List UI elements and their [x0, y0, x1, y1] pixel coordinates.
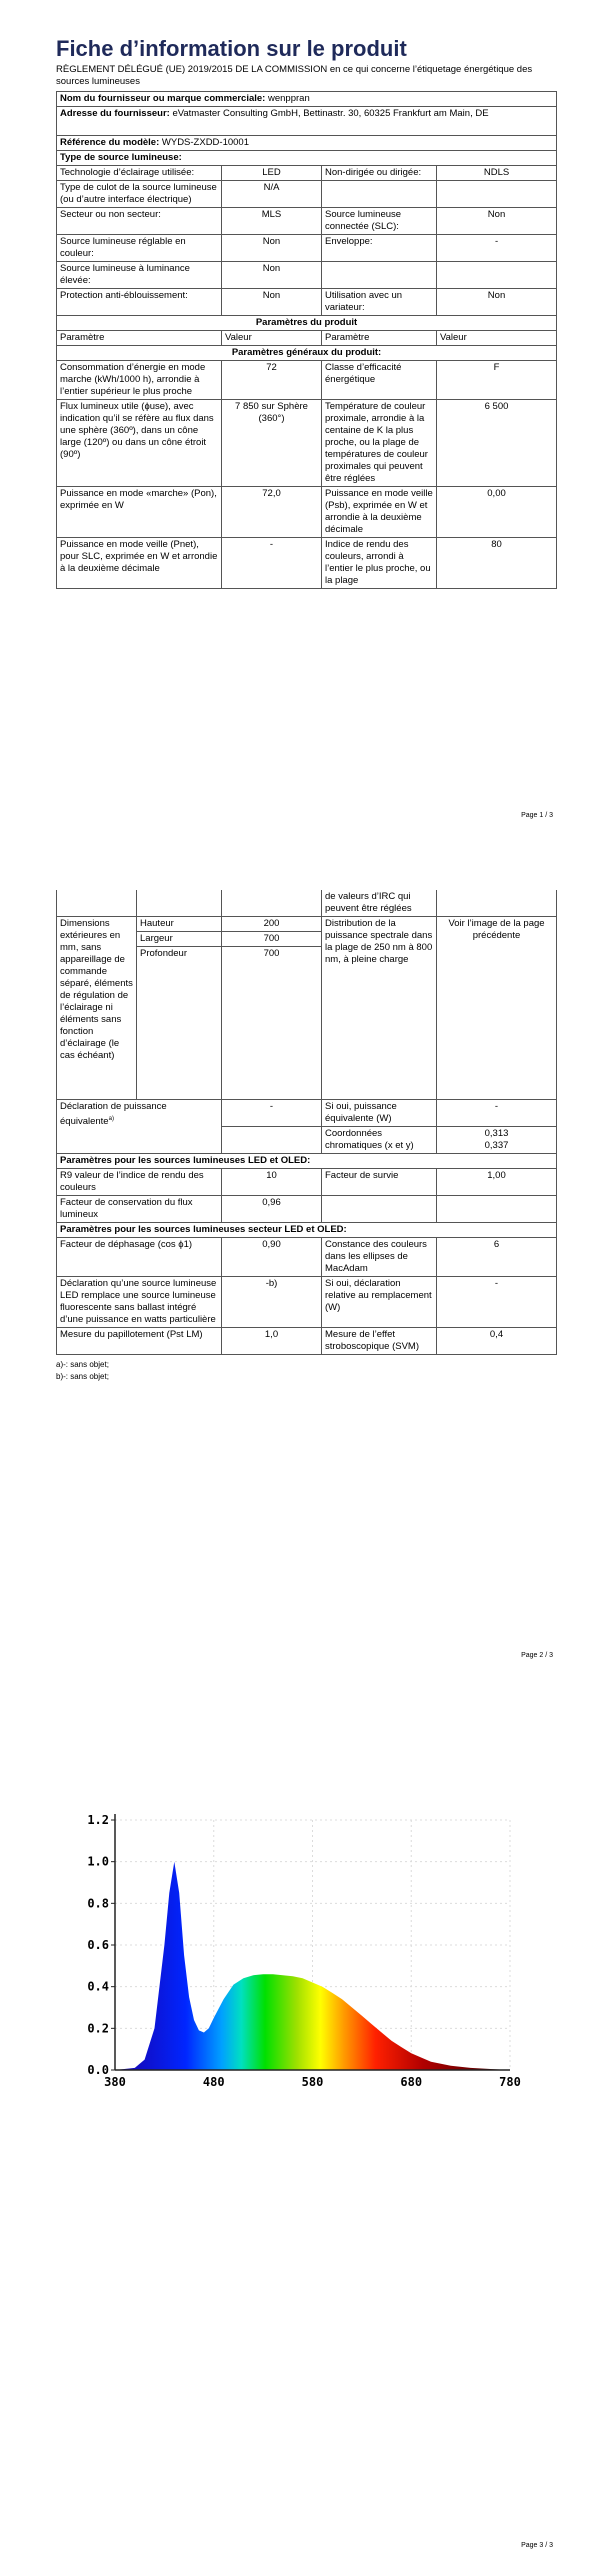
param-label: Puissance en mode veille (Psb), exprimée en W et arrondie à la deuxième décimale [322, 487, 437, 538]
table-row [57, 289, 557, 316]
param-label: Non-dirigée ou dirigée: [322, 166, 437, 181]
page-3 [0, 1720, 603, 2560]
table-row [57, 181, 557, 208]
param-label: Enveloppe: [322, 235, 437, 262]
page-1 [0, 0, 603, 830]
param-label: Si oui, déclaration relative au remplacement (W) [322, 1277, 437, 1328]
param-label: Déclaration qu’une source lumineuse LED remplace une source lumineuse fluorescente sans ballast intégré d’une puissance en watts particulière [57, 1277, 222, 1328]
param-value: 6 [437, 1238, 557, 1277]
param-value [437, 262, 557, 289]
footnote-b: b)-: sans objet; [56, 1372, 109, 1381]
param-label: Source lumineuse à luminance élevée: [57, 262, 222, 289]
dim-label: Largeur [137, 932, 222, 947]
param-value: 0,96 [222, 1196, 322, 1223]
param-value: 7 850 sur Sphère (360°) [222, 400, 322, 487]
param-value: 1,0 [222, 1328, 322, 1355]
param-value: -b) [222, 1277, 322, 1328]
info-table [56, 91, 557, 589]
y-tick-label: 0.4 [87, 1979, 109, 1994]
supplier-value: wenppran [268, 93, 310, 104]
if-yes-power-label: Si oui, puissance équivalente (W) [322, 1100, 437, 1127]
spectral-label: Distribution de la puissance spectrale dans la plage de 250 nm à 800 nm, à pleine charge [322, 917, 437, 1100]
y-tick-label: 0.0 [87, 2063, 109, 2077]
param-value: 1,00 [437, 1169, 557, 1196]
param-value: Non [222, 262, 322, 289]
param-value: MLS [222, 208, 322, 235]
param-label: Mesure de l’effet stroboscopique (SVM) [322, 1328, 437, 1355]
page-number: Page 3 / 3 [521, 2542, 553, 2549]
param-value: Non [437, 289, 557, 316]
address-value: eVatmaster Consulting GmbH, Bettinastr. 30, 60325 Frankfurt am Main, DE [172, 108, 489, 119]
model-label: Référence du modèle: [60, 137, 160, 148]
table-row [57, 487, 557, 538]
x-tick-label: 780 [499, 2075, 521, 2089]
param-label: Source lumineuse réglable en couleur: [57, 235, 222, 262]
table-row [57, 166, 557, 181]
product-sheet-continued [56, 890, 556, 1383]
footnote-ref: a) [108, 1116, 114, 1122]
if-yes-power-value: - [437, 1100, 557, 1127]
param-value: 0,90 [222, 1238, 322, 1277]
table-row [57, 538, 557, 589]
dimensions-label: Dimensions extérieures en mm, sans appareillage de commande séparé, éléments de régulation de l’éclairage ni éléments sans fonction d’éclairage (le cas échéant) [57, 917, 137, 1100]
param-value: 10 [222, 1169, 322, 1196]
regulation-text: RÈGLEMENT DÉLÉGUÉ (UE) 2019/2015 DE LA COMMISSION en ce qui concerne l’étiquetage énergétique des sources lumineuses [56, 64, 533, 87]
param-label: Source lumineuse connectée (SLC): [322, 208, 437, 235]
param-label: Utilisation avec un variateur: [322, 289, 437, 316]
page-title: Fiche d’information sur le produit [56, 36, 407, 61]
y-tick-label: 1.0 [87, 1854, 109, 1869]
param-label: Classe d’efficacité énergétique [322, 361, 437, 400]
param-label: Facteur de survie [322, 1169, 437, 1196]
equiv-power-value: - [222, 1100, 322, 1127]
param-value: 72,0 [222, 487, 322, 538]
led-oled-header: Paramètres pour les sources lumineuses LED et OLED: [57, 1154, 557, 1169]
param-label: Technologie d’éclairage utilisée: [57, 166, 222, 181]
param-label: Type de culot de la source lumineuse (ou d’autre interface électrique) [57, 181, 222, 208]
param-label: Constance des couleurs dans les ellipses de MacAdam [322, 1238, 437, 1277]
product-sheet [56, 36, 556, 589]
table-row [57, 361, 557, 400]
param-label [322, 181, 437, 208]
param-label: Flux lumineux utile (ɸuse), avec indication qu’il se réfère au flux dans une sphère (360º), dans un cône large (120º) ou dans un cône étroit (90º) [57, 400, 222, 487]
param-label: Puissance en mode «marche» (Pon), exprimée en W [57, 487, 222, 538]
table-row [57, 262, 557, 289]
table-row [57, 235, 557, 262]
y-tick-label: 0.6 [87, 1938, 109, 1952]
dim-label: Profondeur [137, 947, 222, 1100]
y-tick-label: 0.2 [87, 2021, 109, 2036]
param-value: 80 [437, 538, 557, 589]
y-tick-label: 1.2 [87, 1813, 109, 1827]
spectrum-chart [0, 1750, 603, 2170]
chroma-y: 0,337 [484, 1140, 509, 1151]
param-label: Facteur de conservation du flux lumineux [57, 1196, 222, 1223]
table-row [57, 208, 557, 235]
param-value: N/A [222, 181, 322, 208]
footnote-a: a)-: sans objet; [56, 1360, 109, 1369]
page-2 [0, 890, 603, 1670]
param-label [322, 262, 437, 289]
source-type-header: Type de source lumineuse: [57, 151, 557, 166]
param-label: Facteur de déphasage (cos ϕ1) [57, 1238, 222, 1277]
supplier-label: Nom du fournisseur ou marque commerciale: [60, 93, 266, 104]
param-value [437, 181, 557, 208]
param-label: Secteur ou non secteur: [57, 208, 222, 235]
param-label: R9 valeur de l’indice de rendu des couleurs [57, 1169, 222, 1196]
chroma-x: 0,313 [484, 1128, 509, 1139]
dim-value: 700 [222, 932, 322, 947]
col-header: Valeur [222, 331, 322, 346]
x-tick-label: 680 [400, 2075, 423, 2089]
param-value: Non [222, 289, 322, 316]
param-label: Température de couleur proximale, arrondie à la centaine de K la plus proche, ou la plage de températures de couleur proximales qui peuvent être réglées [322, 400, 437, 487]
param-value: - [437, 1277, 557, 1328]
chroma-label: Coordonnées chromatiques (x et y) [322, 1127, 437, 1154]
param-label: Protection anti-éblouissement: [57, 289, 222, 316]
spectral-value: Voir l’image de la page précédente [437, 917, 557, 1100]
page-number: Page 1 / 3 [521, 812, 553, 819]
param-value: LED [222, 166, 322, 181]
x-tick-label: 380 [104, 2075, 126, 2089]
param-value: - [222, 538, 322, 589]
x-tick-label: 480 [202, 2075, 225, 2089]
general-params-header: Paramètres généraux du produit: [57, 346, 557, 361]
equiv-power-label: Déclaration de puissance équivalente [60, 1101, 167, 1128]
param-label: Indice de rendu des couleurs, arrondi à l’entier le plus proche, ou la plage [322, 538, 437, 589]
param-value: - [437, 235, 557, 262]
page-number: Page 2 / 3 [521, 1652, 553, 1659]
param-value: NDLS [437, 166, 557, 181]
col-header: Paramètre [57, 331, 222, 346]
param-value: F [437, 361, 557, 400]
product-params-header: Paramètres du produit [57, 316, 557, 331]
general-params-rows [57, 361, 557, 589]
cri-continued: de valeurs d’IRC qui peuvent être réglées [322, 890, 437, 917]
x-tick-label: 580 [301, 2075, 324, 2089]
col-header: Paramètre [322, 331, 437, 346]
dim-label: Hauteur [137, 917, 222, 932]
mains-header: Paramètres pour les sources lumineuses secteur LED et OLED: [57, 1223, 557, 1238]
param-value: 0,4 [437, 1328, 557, 1355]
table-row [57, 400, 557, 487]
param-value: 0,00 [437, 487, 557, 538]
col-header: Valeur [437, 331, 557, 346]
param-value: 6 500 [437, 400, 557, 487]
dim-value: 200 [222, 917, 322, 932]
param-value: Non [437, 208, 557, 235]
model-value: WYDS-ZXDD-10001 [161, 137, 249, 148]
param-label: Puissance en mode veille (Pnet), pour SLC, exprimée en W et arrondie à la deuxième décimale [57, 538, 222, 589]
dim-value: 700 [222, 947, 322, 1100]
param-value: 72 [222, 361, 322, 400]
info-table-continued [56, 890, 557, 1355]
param-value: Non [222, 235, 322, 262]
param-label: Consommation d’énergie en mode marche (kWh/1000 h), arrondie à l’entier supérieur le plus proche [57, 361, 222, 400]
source-type-rows [57, 166, 557, 316]
y-tick-label: 0.8 [87, 1896, 109, 1911]
address-label: Adresse du fournisseur: [60, 108, 170, 119]
param-label: Mesure du papillotement (Pst LM) [57, 1328, 222, 1355]
